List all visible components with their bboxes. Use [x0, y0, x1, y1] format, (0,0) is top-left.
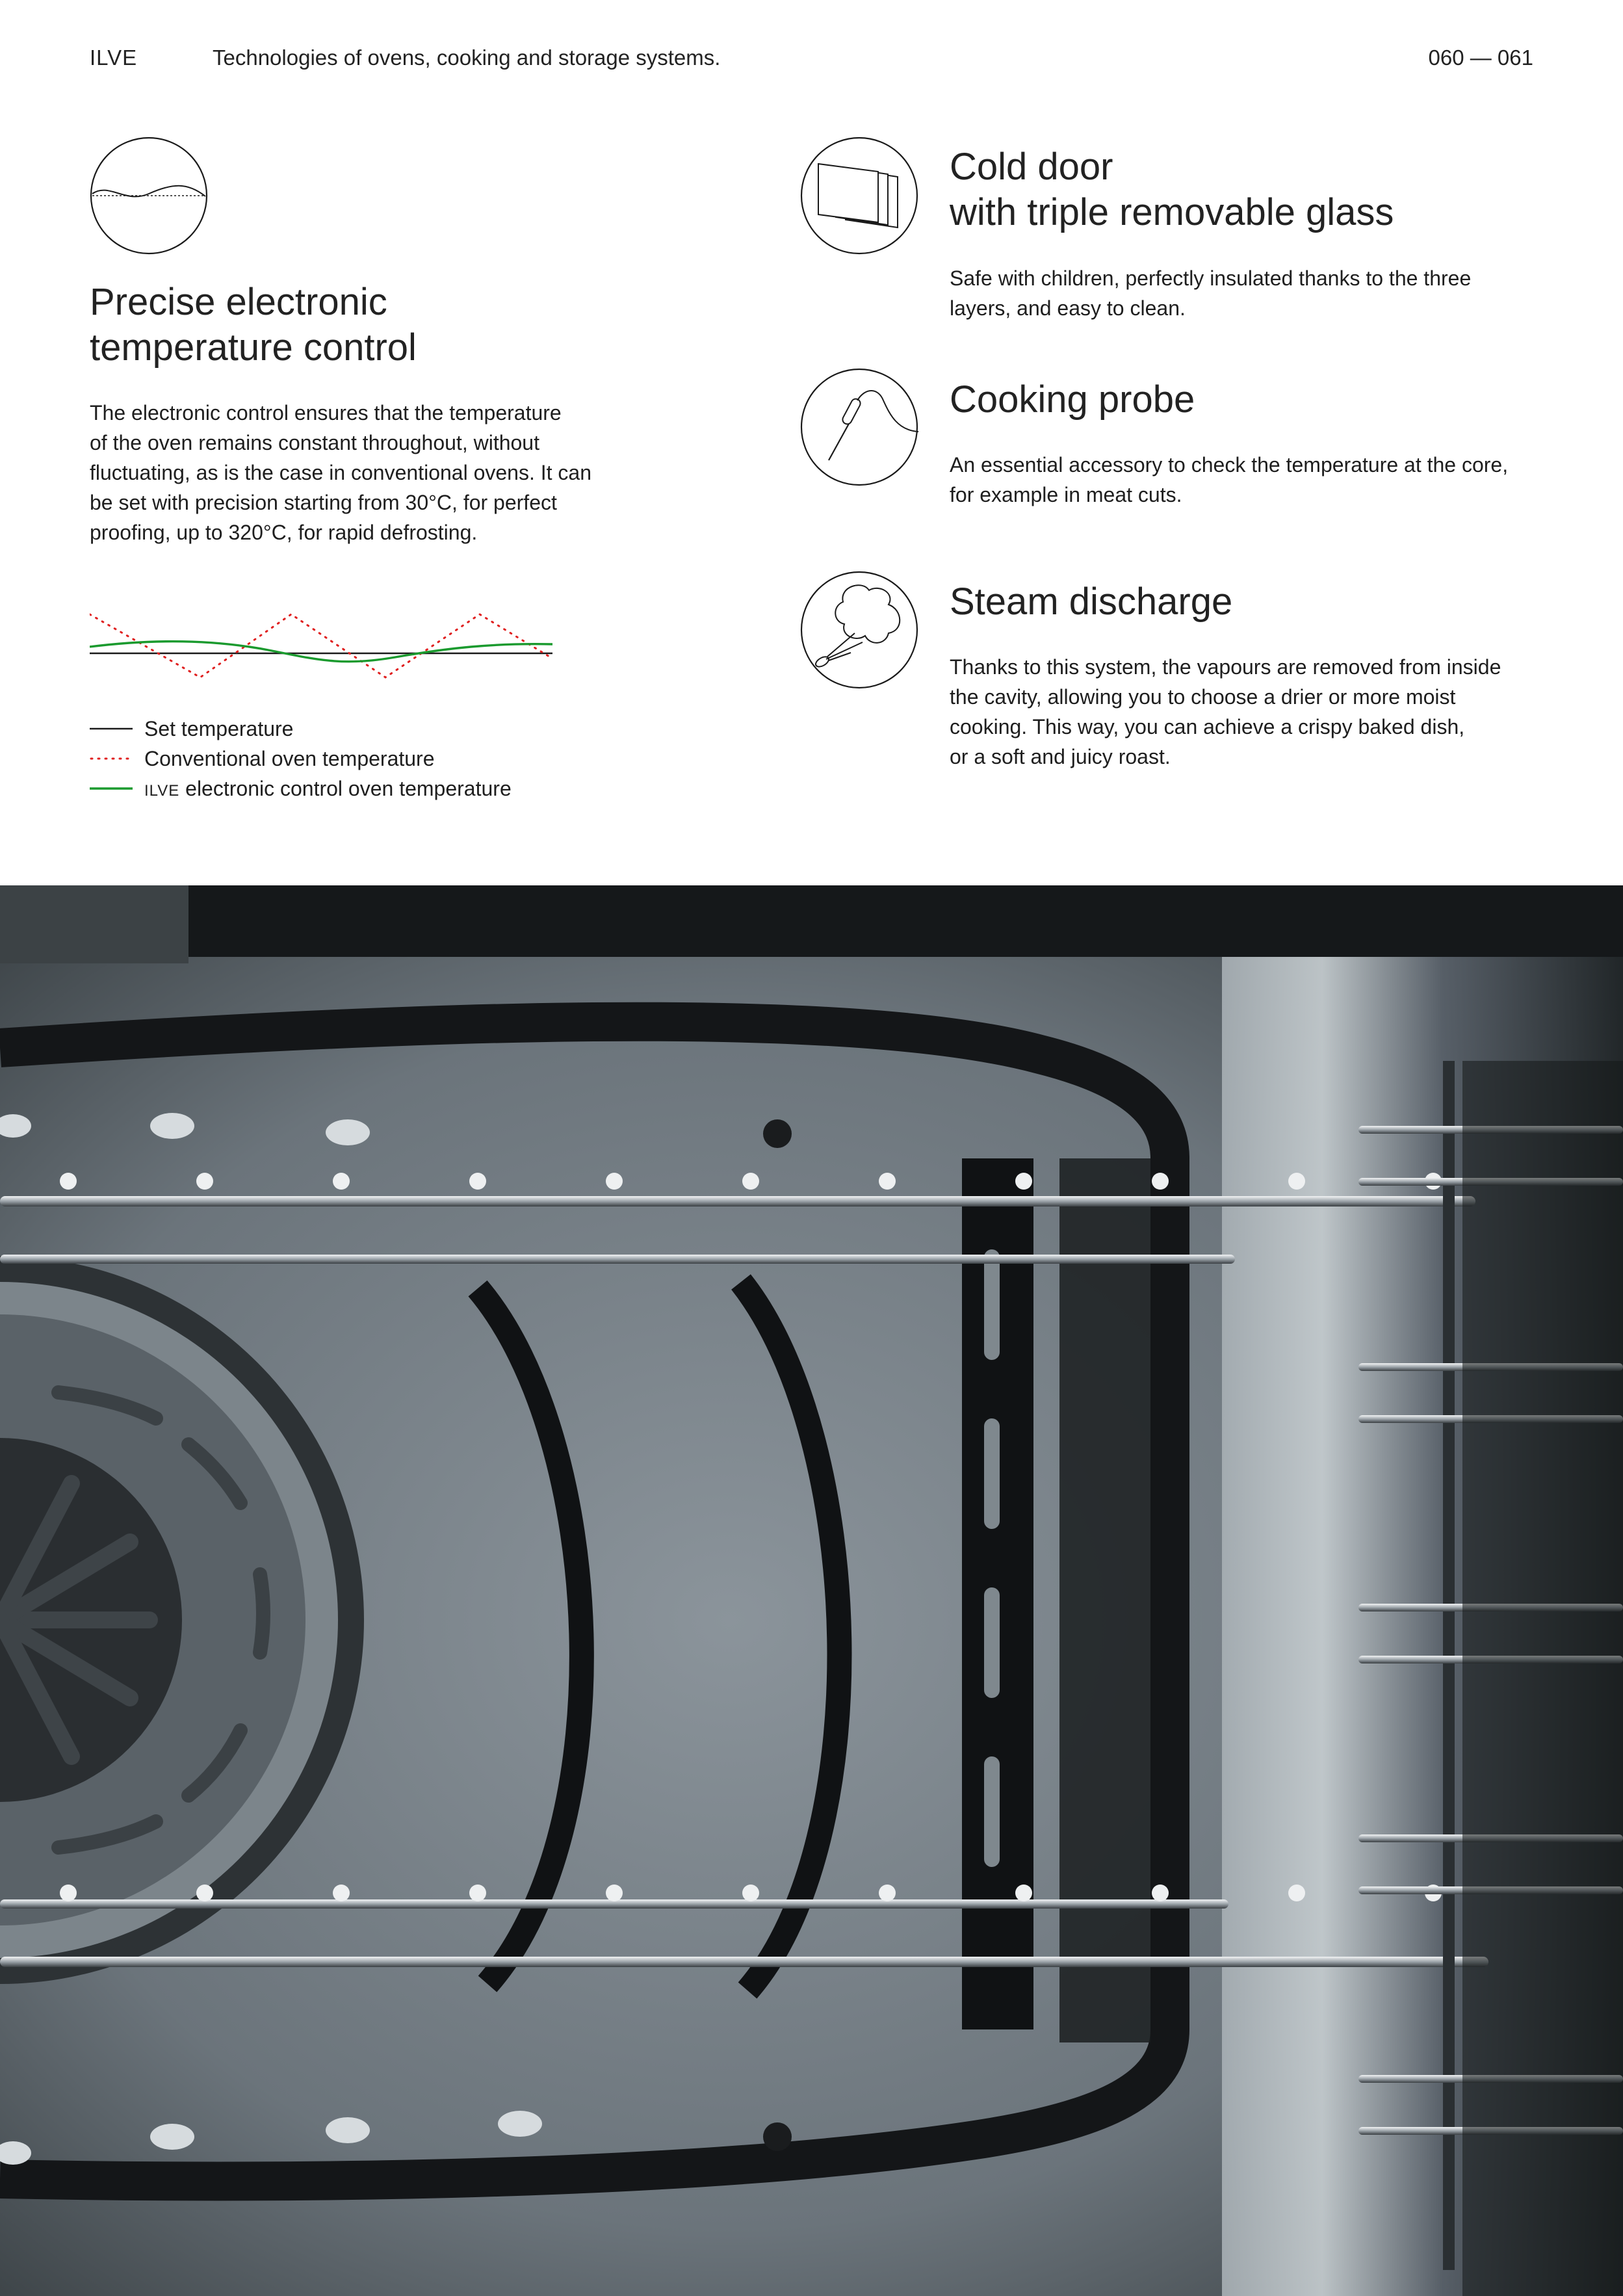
- legend-label-conventional: Conventional oven temperature: [144, 746, 435, 770]
- steam-discharge-title: [950, 579, 1567, 625]
- legend-label-ilve: [144, 777, 512, 801]
- ilve-line-swatch: [90, 785, 133, 792]
- oven-interior-photo: [0, 885, 1623, 2296]
- title-line: temperature control: [90, 326, 417, 369]
- diagram-legend: [90, 714, 512, 803]
- title-line: Cold door: [950, 146, 1113, 188]
- conventional-line-swatch: [90, 755, 133, 762]
- temperature-wave-icon: [90, 137, 208, 255]
- body-line: for example in meat cuts.: [950, 483, 1182, 506]
- body-line: An essential accessory to check the temperature at the core,: [950, 453, 1509, 476]
- body-line: Thanks to this system, the vapours are removed from inside: [950, 655, 1501, 679]
- set-line-swatch: [90, 725, 133, 732]
- cooking-probe-icon: [800, 368, 918, 486]
- cold-door-title: [950, 144, 1567, 235]
- steam-discharge-icon: [800, 571, 918, 689]
- cooking-probe-title: [950, 377, 1567, 423]
- body-line: be set with precision starting from 30°C, for perfect: [90, 491, 557, 514]
- temperature-control-description: [90, 398, 649, 547]
- triple-glass-icon: [800, 137, 918, 255]
- legend-item-set: [90, 714, 512, 744]
- body-line: proofing, up to 320°C, for rapid defrosting.: [90, 521, 478, 544]
- legend-item-ilve: [90, 774, 512, 803]
- brand-name: ILVE: [90, 46, 138, 70]
- page-numbers: 060 — 061: [1428, 46, 1533, 70]
- title-line: Cooking probe: [950, 378, 1195, 421]
- title-line: Steam discharge: [950, 581, 1233, 623]
- temperature-control-title: [90, 280, 675, 371]
- cooking-probe-description: [950, 450, 1567, 510]
- body-line: fluctuating, as is the case in conventional ovens. It can: [90, 461, 592, 484]
- body-line: Safe with children, perfectly insulated thanks to the three: [950, 267, 1472, 290]
- title-line: Precise electronic: [90, 281, 387, 323]
- legend-label-ilve-text: electronic control oven temperature: [179, 776, 512, 800]
- legend-item-conventional: [90, 744, 512, 774]
- title-line: with triple removable glass: [950, 191, 1394, 233]
- legend-brand: ILVE: [144, 781, 180, 800]
- body-line: The electronic control ensures that the temperature: [90, 401, 562, 424]
- body-line: layers, and easy to clean.: [950, 296, 1186, 320]
- body-line: of the oven remains constant throughout, without: [90, 431, 539, 454]
- temperature-comparison-diagram: [90, 601, 558, 686]
- body-line: the cavity, allowing you to choose a drier or more moist: [950, 685, 1456, 709]
- header-tagline: Technologies of ovens, cooking and storage systems.: [213, 46, 721, 70]
- cold-door-description: [950, 263, 1567, 323]
- legend-label-set: Set temperature: [144, 716, 294, 740]
- body-line: cooking. This way, you can achieve a crispy baked dish,: [950, 715, 1465, 738]
- body-line: or a soft and juicy roast.: [950, 745, 1171, 768]
- ilve-temperature-line: [90, 642, 552, 662]
- steam-discharge-description: [950, 652, 1567, 772]
